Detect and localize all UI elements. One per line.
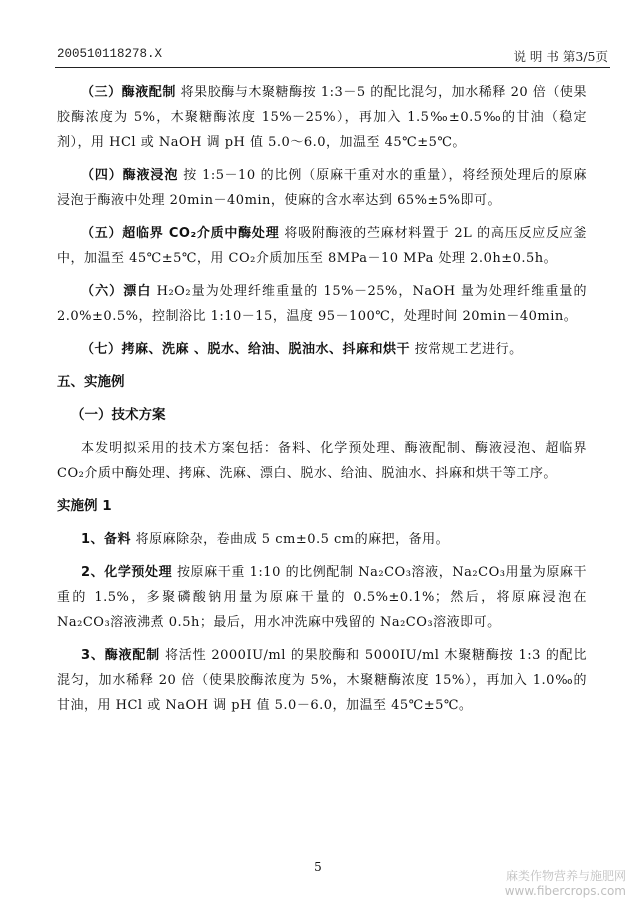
watermark-line-1: 麻类作物营养与施肥网 bbox=[505, 869, 626, 883]
paragraph-text: 按 1:5－10 的比例（原麻干重对水的重量），将经预处理后的原麻浸泡于酶液中处理 20min－40min，使麻的含水率达到 65%±5%即可。 bbox=[57, 168, 587, 208]
watermark bbox=[505, 869, 626, 899]
page-info: 说 明 书 第3/5页 bbox=[513, 49, 608, 64]
paragraph-text: 将原麻除杂，卷曲成 5 cm±0.5 cm的麻把，备用。 bbox=[131, 532, 450, 547]
step-title: 2、化学预处理 bbox=[81, 565, 173, 580]
paragraph bbox=[57, 643, 587, 718]
step-title: （五）超临界 CO₂介质中酶处理 bbox=[81, 226, 280, 241]
document-body bbox=[57, 80, 587, 726]
paragraph bbox=[57, 337, 587, 362]
paragraph bbox=[57, 436, 587, 486]
paragraph-text: 将果胶酶与木聚糖酶按 1:3－5 的配比混匀，加水稀释 20 倍（使果胶酶浓度为 5%，木聚糖酶浓度 15%－25%），再加入 1.5‰±0.5‰的甘油（稳定剂），用 HCl 或 NaOH 调 pH 值 5.0～6.0，加温至 45℃±5℃。 bbox=[57, 85, 587, 150]
patent-number: 200510118278.X bbox=[57, 47, 163, 61]
paragraph-text: H₂O₂量为处理纤维重量的 15%－25%，NaOH 量为处理纤维重量的 2.0%±0.5%，控制浴比 1:10－15，温度 95－100℃，处理时间 20min－40min。 bbox=[57, 284, 587, 324]
paragraph bbox=[57, 279, 587, 329]
step-title: （三）酶液配制 bbox=[81, 85, 176, 100]
step-title: （四）酶液浸泡 bbox=[81, 168, 179, 183]
paragraph bbox=[57, 80, 587, 155]
paragraph-text: 按原麻干重 1:10 的比例配制 Na₂CO₃溶液，Na₂CO₃用量为原麻干重的 1.5%，多聚磷酸钠用量为原麻干量的 0.5%±0.1%；然后，将原麻浸泡在 Na₂CO₃溶液沸煮 0.5h；最后，用水冲洗麻中残留的 Na₂CO₃溶液即可。 bbox=[57, 565, 588, 630]
header-rule bbox=[55, 67, 610, 68]
step-title: 3、酶液配制 bbox=[81, 648, 160, 663]
section-heading: 五、实施例 bbox=[57, 374, 125, 390]
paragraph-text: 将活性 2000IU/ml 的果胶酶和 5000IU/ml 木聚糖酶按 1:3 的配比混匀，加水稀释 20 倍（使果胶酶浓度为 5%，木聚糖酶浓度 15%），再加入 1.0‰的甘油，用 HCl 或 NaOH 调 pH 值 5.0－6.0，加温至 45℃±5℃。 bbox=[57, 648, 587, 713]
paragraph-text: 按常规工艺进行。 bbox=[410, 342, 523, 357]
step-title: 1、备料 bbox=[81, 532, 132, 547]
paragraph bbox=[57, 221, 587, 271]
paragraph-text: 本发明拟采用的技术方案包括：备料、化学预处理、酶液配制、酶液浸泡、超临界 CO₂介质中酶处理、拷麻、洗麻、漂白、脱水、给油、脱油水、抖麻和烘干等工序。 bbox=[57, 441, 587, 481]
watermark-line-2: www.fibercrops.com bbox=[504, 884, 626, 898]
paragraph bbox=[57, 527, 587, 552]
section-heading: 实施例 1 bbox=[57, 498, 112, 514]
step-title: （六）漂白 bbox=[81, 284, 152, 299]
page-number: 5 bbox=[314, 860, 322, 874]
paragraph-text: 将吸附酶液的苎麻材料置于 2L 的高压反应反应釜中，加温至 45℃±5℃，用 CO₂介质加压至 8MPa－10 MPa 处理 2.0h±0.5h。 bbox=[57, 226, 587, 266]
section-heading: （一）技术方案 bbox=[71, 407, 166, 423]
step-title: （七）拷麻、洗麻 、脱水、给油、脱油水、抖麻和烘干 bbox=[81, 342, 411, 357]
paragraph bbox=[57, 560, 587, 635]
paragraph bbox=[57, 163, 587, 213]
